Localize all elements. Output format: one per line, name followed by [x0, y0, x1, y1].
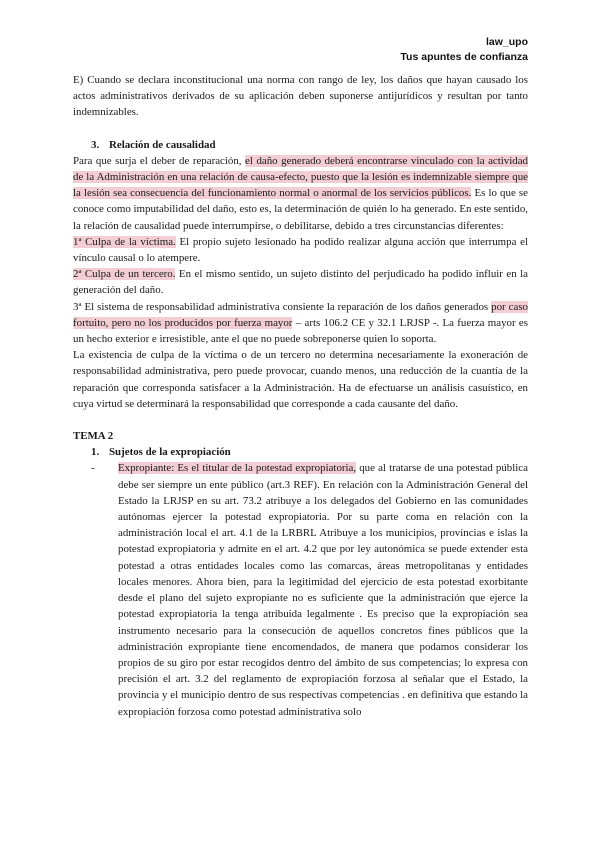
causalidad-paragraph [73, 153, 528, 234]
text-run: que al tratarse de una potestad pública debe ser siempre un ente público (art.3 REF). En relación con la Administración General del Estado la LRJSP en su art. 73.2 atribuye a los delegados del Gobierno en las comunidades autónomas ejercer la potestad expropiatoria. Por su parte coma en relación con la administración local el art. 4.1 de la LRBRL Atribuye a los municipios, provincias e islas la potestad expropiatoria y admite en el art. 4.2 que por ley autonómica se puede extender esta potestad a otras entidades locales como las comarcas, áreas metropolitanas y entidades locales menores. Ahora bien, para la legitimidad del ejercicio de esta potestad exorbitante desde el plano del sujeto expropiante no es suficiente que la administración que ejerce la potestad expropiatoria la tenga atribuida legalmente . Es preciso que la expropiación sea instrumento necesario para la consecución de aquellos concretos fines públicos que la administración expropiante tiene encomendados, de manera que podamos considerar los propios de su giro por estar recogidos dentro del ámbito de sus competencias; lo expresa con precisión el art. 3.2 del reglamento de expropiación forzosa al señalar que el Estado, la provincia y el municipio dentro de sus respectivas competencias . en definitiva que estando la expropiación forzosa como potestad administrativa solo [118, 462, 528, 718]
highlighted-text: el daño generado deberá encontrarse vinculado con la actividad de la Administración en una relación de causa-efecto, puesto que la lesión es indemnizable siempre que la lesión sea consecuencia del funcionamiento normal o anormal de los servicios públicos. [73, 154, 528, 200]
tema-heading: TEMA 2 [73, 430, 114, 443]
text-run: 3ª El sistema de responsabilidad administrativa consiente la reparación de los daños generados [73, 300, 492, 313]
text-run: Es lo que se conoce como imputabilidad del daño, esto es, la determinación de quién lo ha generado. En este sentido, la relación de causalidad puede interrumpirse, o debilitarse, debido a tres circunstancias diferentes: [73, 187, 528, 232]
bullet-item-expropiante [73, 460, 528, 719]
subsection-title: Sujetos de la expropiación [109, 446, 231, 459]
text-run: En el mismo sentido, un sujeto distinto del perjudicado ha podido influir en la generación del daño. [73, 268, 529, 297]
list-item-culpa-victima [73, 234, 528, 266]
page-header [400, 35, 528, 65]
section-number: 3. [91, 138, 100, 151]
text-run: Para que surja el deber de reparación, [73, 154, 246, 167]
document-body [73, 72, 528, 720]
conclusion-paragraph: La existencia de culpa de la víctima o de un tercero no determina necesariamente la exoneración de responsabilidad administrativa, pero puede provocar, cuando menos, una reducción de la cuantía de la reparación que corresponda satisfacer a la Administración. Ha de efectuarse un análisis casuístico, en cuya virtud se determinará la responsabilidad que corresponde a cada causante del daño. [73, 349, 528, 410]
highlighted-text: Expropiante: Es el titular de la potestad expropiatoria, [118, 462, 357, 475]
subsection-heading-sujetos [73, 444, 528, 460]
header-brand: law_upo [485, 36, 528, 48]
highlighted-text: 2ª Culpa de un tercero. [73, 268, 176, 281]
bullet-dash: - [91, 462, 95, 475]
text-run: – arts 106.2 CE y 32.1 LRJSP -. La fuerza mayor es un hecho exterior e irresistible, ante el que no puede sobreponerse quien lo soporta. [73, 316, 528, 346]
section-title: Relación de causalidad [109, 138, 216, 151]
list-item-caso-fortuito [73, 299, 528, 348]
header-tagline: Tus apuntes de confianza [400, 51, 528, 63]
text-run: El propio sujeto lesionado ha podido realizar alguna acción que interrumpa el vínculo causal o lo atempere. [73, 235, 528, 265]
list-item-culpa-tercero [73, 266, 528, 298]
highlighted-text: 1ª Culpa de la víctima. [73, 235, 176, 248]
highlighted-text: por caso fortuito, pero no los producidos por fuerza mayor [73, 300, 529, 329]
intro-paragraph: E) Cuando se declara inconstitucional una norma con rango de ley, los daños que hayan causado los actos administrativos derivados de su aplicación deben suponerse antijurídicos y resultan por tanto indemnizables. [73, 74, 528, 119]
subsection-number: 1. [91, 446, 100, 459]
section-heading-causalidad [73, 137, 528, 153]
